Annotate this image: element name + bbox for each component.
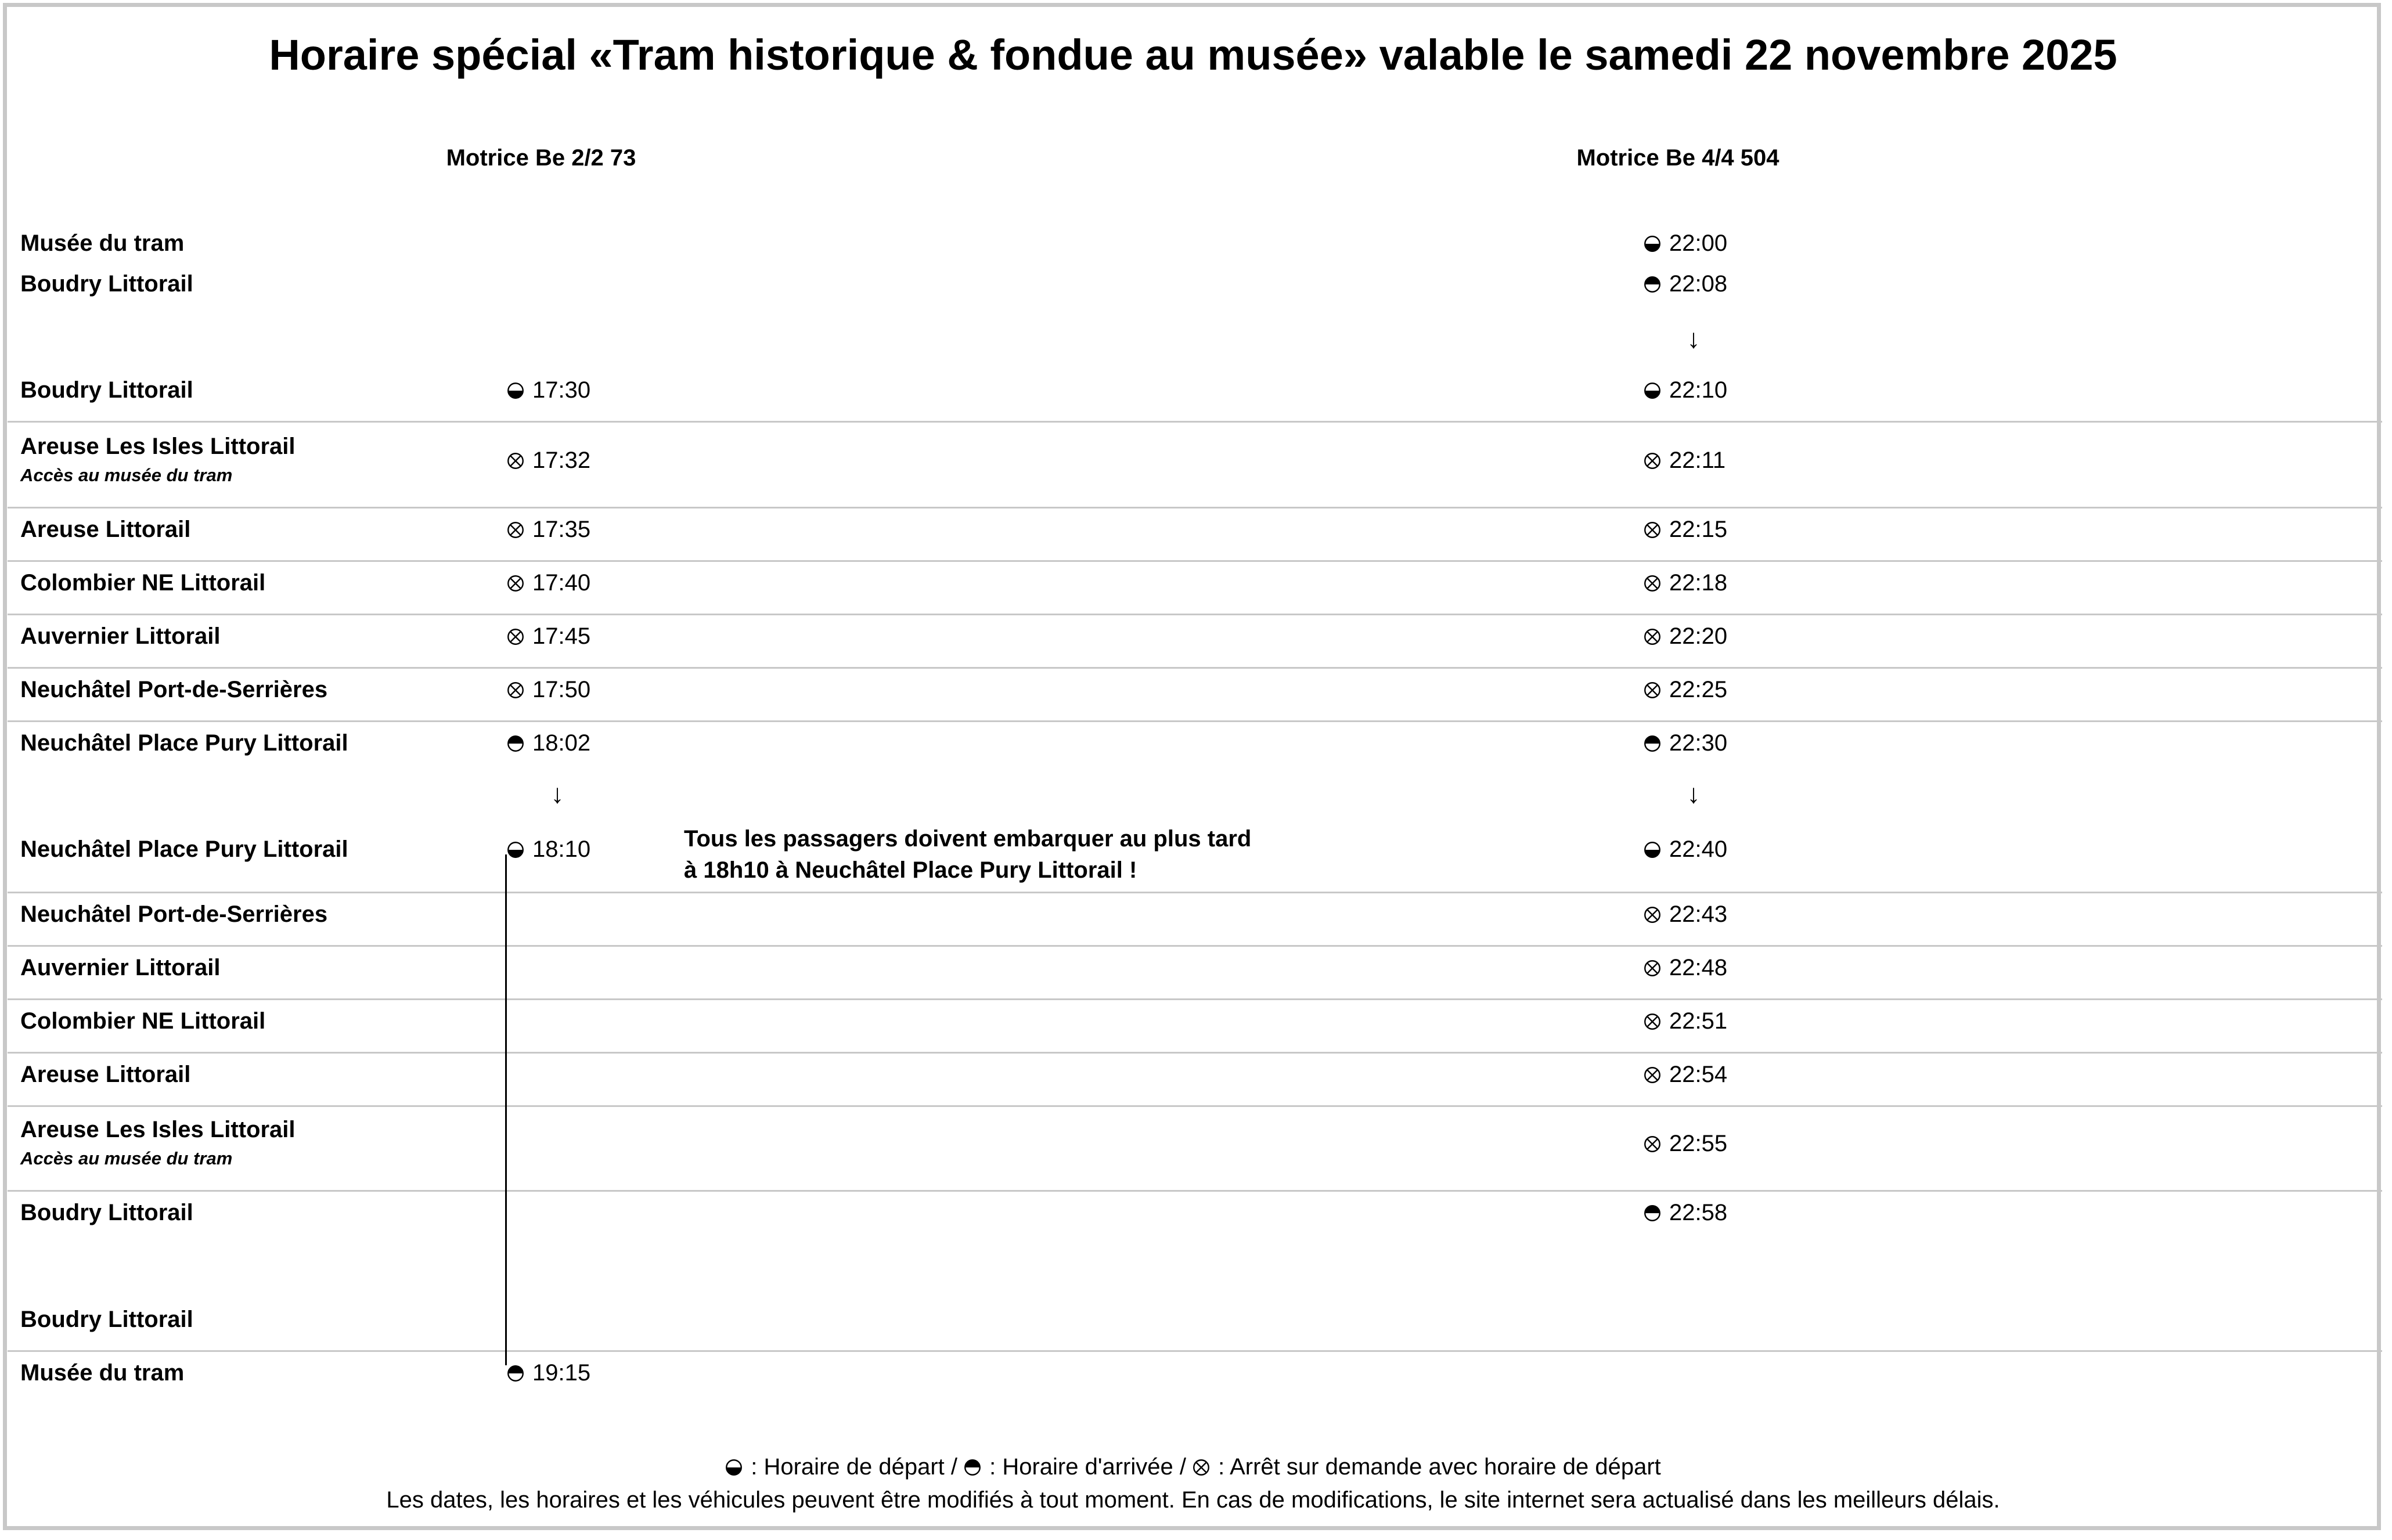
table-row xyxy=(8,720,2382,774)
time-value: 18:02 xyxy=(532,730,591,756)
table-row xyxy=(8,1190,2382,1243)
station-name: Areuse Littorail xyxy=(20,1062,191,1087)
station-name: Boudry Littorail xyxy=(20,377,193,403)
table-row xyxy=(8,614,2382,669)
time-be-2-2-73 xyxy=(507,677,590,703)
time-be-2-2-73 xyxy=(507,570,590,596)
time-value: 22:08 xyxy=(1669,271,1728,297)
time-value: 22:51 xyxy=(1669,1008,1728,1034)
time-be-4-4-504 xyxy=(1644,1008,1727,1034)
time-be-2-2-73 xyxy=(507,377,590,403)
time-be-2-2-73 xyxy=(507,836,590,863)
time-value: 22:11 xyxy=(1669,448,1726,473)
request-stop-symbol-icon xyxy=(507,679,524,696)
time-value: 22:15 xyxy=(1669,517,1728,542)
time-be-4-4-504 xyxy=(1644,448,1725,474)
arrival-symbol-icon xyxy=(1644,732,1661,749)
station-subtitle: Accès au musée du tram xyxy=(20,1148,233,1168)
table-row xyxy=(8,422,2382,508)
time-be-2-2-73 xyxy=(507,448,590,474)
station-name: Musée du tram xyxy=(20,230,185,256)
time-value: 17:40 xyxy=(532,570,591,596)
table-row xyxy=(8,367,2382,423)
request-stop-symbol-icon xyxy=(1644,679,1661,696)
request-stop-symbol-icon xyxy=(1644,518,1661,536)
table-row xyxy=(8,892,2382,947)
request-stop-symbol-icon xyxy=(1193,1456,1210,1473)
table-row xyxy=(8,998,2382,1054)
request-stop-symbol-icon xyxy=(1644,903,1661,921)
continuation-arrow-icon: ↓ xyxy=(1687,323,1701,354)
time-be-4-4-504 xyxy=(1644,836,1727,863)
time-value: 19:15 xyxy=(532,1360,591,1386)
disclaimer-text: Les dates, les horaires et les véhicules peuvent être modifiés à tout moment. En cas de modifications, le site internet sera actualisé dans les meilleurs délais. xyxy=(386,1487,2000,1513)
time-value: 18:10 xyxy=(532,836,591,862)
request-stop-symbol-icon xyxy=(1644,625,1661,643)
time-value: 22:40 xyxy=(1669,836,1728,862)
table-row xyxy=(8,1350,2382,1404)
station-name: Areuse Littorail xyxy=(20,517,191,542)
boarding-note xyxy=(684,823,1251,886)
request-stop-symbol-icon xyxy=(1644,1010,1661,1027)
symbol-legend xyxy=(0,1454,2386,1480)
time-be-4-4-504 xyxy=(1644,623,1727,650)
request-stop-symbol-icon xyxy=(1644,1133,1661,1150)
time-value: 22:10 xyxy=(1669,377,1728,403)
request-stop-symbol-icon xyxy=(1644,572,1661,589)
station-name: Colombier NE Littorail xyxy=(20,1008,266,1034)
request-stop-symbol-icon xyxy=(507,518,524,536)
time-value: 17:45 xyxy=(532,623,591,649)
time-value: 22:48 xyxy=(1669,955,1728,980)
table-row xyxy=(8,261,2382,315)
station-name: Auvernier Littorail xyxy=(20,623,221,649)
departure-symbol-icon xyxy=(1644,379,1661,396)
continuation-arrow-icon: ↓ xyxy=(1687,778,1701,809)
time-value: 17:50 xyxy=(532,677,591,702)
time-value: 22:30 xyxy=(1669,730,1728,756)
time-be-4-4-504 xyxy=(1644,1131,1727,1157)
time-be-4-4-504 xyxy=(1644,901,1727,928)
continuation-arrow-icon: ↓ xyxy=(550,778,564,809)
legend-request-text: : Arrêt sur demande avec horaire de départ xyxy=(1218,1454,1661,1480)
time-be-4-4-504 xyxy=(1644,230,1727,257)
time-be-2-2-73 xyxy=(507,517,590,543)
time-value: 17:32 xyxy=(532,448,591,473)
station-name: Areuse Les Isles Littorail xyxy=(20,434,296,459)
time-value: 22:00 xyxy=(1669,230,1728,256)
departure-symbol-icon xyxy=(1644,838,1661,856)
arrival-symbol-icon xyxy=(964,1456,981,1473)
table-row xyxy=(8,1105,2382,1192)
station-name: Colombier NE Littorail xyxy=(20,570,266,596)
departure-symbol-icon xyxy=(1644,232,1661,250)
arrival-symbol-icon xyxy=(507,1362,524,1379)
time-be-4-4-504 xyxy=(1644,570,1727,596)
table-row xyxy=(8,1297,2382,1352)
time-be-4-4-504 xyxy=(1644,1200,1727,1226)
departure-symbol-icon xyxy=(507,838,524,856)
departure-symbol-icon xyxy=(725,1456,743,1473)
column-header-be-2-2-73: Motrice Be 2/2 73 xyxy=(446,145,636,171)
time-value: 22:55 xyxy=(1669,1131,1728,1156)
request-stop-symbol-icon xyxy=(507,572,524,589)
time-be-2-2-73 xyxy=(507,1360,590,1386)
station-name: Areuse Les Isles Littorail xyxy=(20,1117,296,1142)
departure-symbol-icon xyxy=(507,379,524,396)
time-value: 22:20 xyxy=(1669,623,1728,649)
time-be-4-4-504 xyxy=(1644,271,1727,297)
time-be-4-4-504 xyxy=(1644,377,1727,403)
table-row xyxy=(8,945,2382,1000)
request-stop-symbol-icon xyxy=(507,449,524,467)
station-name: Boudry Littorail xyxy=(20,271,193,297)
station-name: Boudry Littorail xyxy=(20,1200,193,1225)
column-header-be-4-4-504: Motrice Be 4/4 504 xyxy=(1576,145,1779,171)
station-name: Musée du tram xyxy=(20,1360,185,1386)
continuous-journey-line xyxy=(505,854,507,1365)
station-name: Neuchâtel Place Pury Littorail xyxy=(20,836,348,862)
time-be-4-4-504 xyxy=(1644,730,1727,756)
time-be-4-4-504 xyxy=(1644,517,1727,543)
request-stop-symbol-icon xyxy=(1644,957,1661,974)
table-row xyxy=(8,1052,2382,1107)
request-stop-symbol-icon xyxy=(507,625,524,643)
time-be-4-4-504 xyxy=(1644,1062,1727,1088)
station-name: Boudry Littorail xyxy=(20,1307,193,1332)
request-stop-symbol-icon xyxy=(1644,1063,1661,1081)
boarding-note-line-1: Tous les passagers doivent embarquer au plus tard xyxy=(684,826,1252,852)
table-row xyxy=(8,560,2382,615)
station-name: Neuchâtel Port-de-Serrières xyxy=(20,677,328,702)
time-value: 22:58 xyxy=(1669,1200,1728,1225)
time-be-2-2-73 xyxy=(507,623,590,650)
time-be-2-2-73 xyxy=(507,730,590,756)
arrival-symbol-icon xyxy=(1644,1202,1661,1219)
legend-arrival-text: : Horaire d'arrivée / xyxy=(989,1454,1193,1480)
table-row xyxy=(8,507,2382,562)
station-subtitle: Accès au musée du tram xyxy=(20,465,233,485)
table-row xyxy=(8,667,2382,722)
time-value: 22:43 xyxy=(1669,901,1728,927)
time-value: 22:25 xyxy=(1669,677,1728,702)
arrival-symbol-icon xyxy=(507,732,524,749)
time-value: 17:30 xyxy=(532,377,591,403)
time-value: 17:35 xyxy=(532,517,591,542)
time-be-4-4-504 xyxy=(1644,955,1727,981)
station-name: Neuchâtel Port-de-Serrières xyxy=(20,901,328,927)
station-name: Auvernier Littorail xyxy=(20,955,221,980)
request-stop-symbol-icon xyxy=(1644,449,1661,467)
arrival-symbol-icon xyxy=(1644,273,1661,290)
time-value: 22:18 xyxy=(1669,570,1728,596)
time-be-4-4-504 xyxy=(1644,677,1727,703)
page-title: Horaire spécial «Tram historique & fondue au musée» valable le samedi 22 novembre 2025 xyxy=(269,31,2117,79)
table-row xyxy=(8,221,2382,261)
station-name: Neuchâtel Place Pury Littorail xyxy=(20,730,348,756)
legend-departure-text: : Horaire de départ / xyxy=(751,1454,964,1480)
boarding-note-line-2: à 18h10 à Neuchâtel Place Pury Littorail ! xyxy=(684,857,1137,883)
time-value: 22:54 xyxy=(1669,1062,1728,1087)
